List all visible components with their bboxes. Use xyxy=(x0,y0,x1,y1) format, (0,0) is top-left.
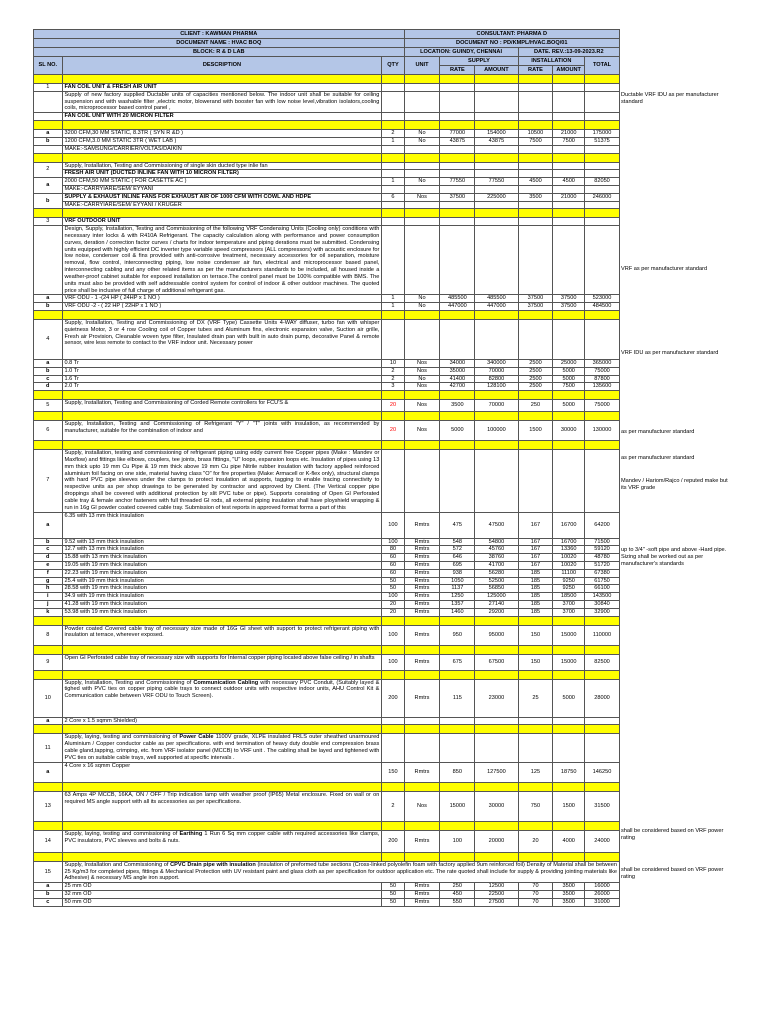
header-row-1 xyxy=(34,30,620,39)
col-installation: INSTALLATION xyxy=(518,57,584,66)
table-row: 10 Supply, Installation, Testing and Commissioning of Communication Cabling with necessary PVC Conduit, (Suitably layed & tighed with PVC ties on copper piping cable trays to connect outdoor units with respective indoor units, AHU Control Kit & Communication cable between VRF ODU to Touch Screen). 200 Rmtrs 115 23000 25 5000 28000 xyxy=(34,679,620,717)
remark-s7a: up to 3/4" -soft pipe and above -Hard pipe. Sizing shall be worked out as per manufacturer's standards xyxy=(621,547,727,567)
section-15-text: 15 Supply, Installation and Commissioning of CPVC Drain pipe with insulation (insulation of preformed tube sections (Cross-linked polyolefin foam with factory applied 9um reinforced foil) Density of Material shall be between 25 Kg/m3 for completed pipes, fittings & Mechanical Protection with UV resistant paint and glass cloth as per specification for outdoor application etc. The rate quoted shall include for supply & providing jointing materials like Adhesive) & necessary MS angle iron support. xyxy=(34,861,620,882)
col-inst-amount: AMOUNT xyxy=(553,66,585,75)
spacer-row xyxy=(34,645,620,654)
col-supply: SUPPLY xyxy=(440,57,518,66)
section-1-title: 1 FAN COIL UNIT & FRESH AIR UNIT xyxy=(34,84,620,92)
spacer-row xyxy=(34,121,620,130)
table-row: c 1.6 Tr 2 No 41400 82800 2500 5000 87800 xyxy=(34,375,620,383)
spacer-row xyxy=(34,852,620,861)
spacer-row xyxy=(34,75,620,84)
table-row: a 0.8 Tr 10 Nos 34000 340000 2500 25000 365000 xyxy=(34,359,620,367)
table-row: f 22.23 with 19 mm thick insulation 60 Rmtrs 938 56280 185 11100 67380 xyxy=(34,569,620,577)
boq-table xyxy=(33,29,620,907)
table-row: 9 Open GI Perforated cable tray of necessary size with supports for Internal copper piping located above false ceiling / in shafts 100 Rmtrs 675 67500 150 15000 82500 xyxy=(34,654,620,670)
col-desc: DESCRIPTION xyxy=(62,57,382,75)
col-unit: UNIT xyxy=(404,57,440,75)
table-row: 5 Supply, Installation, Testing and Commissioning of Corded Remote controllers for FCU'S & 20 Nos 3500 70000 250 5000 75000 xyxy=(34,400,620,412)
spacer-row xyxy=(34,153,620,162)
consultant: CONSULTANT: PHARMA D xyxy=(404,30,619,39)
section-3-title: 3 VRF OUTDOOR UNIT xyxy=(34,218,620,226)
table-row: a 6.35 with 13 mm thick insulation 100 Rmtrs 475 47500 167 16700 64200 xyxy=(34,512,620,538)
table-row: a 2 Core x 1.5 sqmm Shielded) xyxy=(34,717,620,725)
table-row: a 2000 CFM,50 MM STATIC ( FOR CASETTE AC ) 1 No 77550 77550 4500 4500 82050 xyxy=(34,178,620,186)
table-row: d 15.88 with 13 mm thick insulation 60 Rmtrs 646 38760 167 10020 48780 xyxy=(34,554,620,562)
col-qty: QTY xyxy=(382,57,404,75)
table-row: a 3200 CFM,30 MM STATIC, 8.3TR ( SYN R &D ) 2 No 77000 154000 10500 21000 175000 xyxy=(34,130,620,138)
col-slno: SL NO. xyxy=(34,57,63,75)
table-row: 14 Supply, laying, testing and commissioning of Earthing 1 Run 6 Sq mm copper cable with required accessories like clamps, PVC insulators, PVC sleeves and bolts & nuts. 200 Rmtrs 100 20000 20 4000 24000 xyxy=(34,830,620,852)
col-supply-amount: AMOUNT xyxy=(475,66,518,75)
col-inst-rate: RATE xyxy=(518,66,553,75)
remark-s4: VRF IDU as per manufacturer standard xyxy=(621,350,719,356)
header-row-3 xyxy=(34,48,620,57)
location: LOCATION: GUINDY, CHENNAI xyxy=(404,48,518,57)
remark-s6: as per manufacturer standard xyxy=(621,455,695,461)
remark-s5: as per manufacturer standard xyxy=(621,429,695,435)
table-row: b VRF ODU -2 - ( 22 HP ( 22HP x 1 NO ) 1 No 447000 447000 37500 37500 484500 xyxy=(34,303,620,311)
col-supply-rate: RATE xyxy=(440,66,475,75)
table-row: 13 63 Amps 4P MCCB, 16KA, ON / OFF / Trip indication lamp with weather proof (IP65) Metal enclosure. Fixed on wall or on required MS angle support with all its accessories as per specifications. 2 Nos 15000 30000 750 1500 31500 xyxy=(34,791,620,821)
spacer-row xyxy=(34,821,620,830)
date-rev: DATE. REV.:13-09-2023.R2 xyxy=(518,48,619,57)
section-2-sub: FRESH AIR UNIT (DUCTED INLINE FAN WITH 10 MICRON FILTER) xyxy=(34,170,620,178)
remark-s1: Ductable VRF IDU as per manufacturer standard xyxy=(621,92,719,105)
remark-s13: shall be considered based on VRF power rating xyxy=(621,867,724,880)
spacer-row xyxy=(34,616,620,625)
table-row: b 9.52 with 13 mm thick insulation 100 Rmtrs 548 54800 167 16700 71500 xyxy=(34,538,620,546)
spacer-row xyxy=(34,391,620,400)
spacer-row xyxy=(34,670,620,679)
doc-name: DOCUMENT NAME : HVAC BOQ xyxy=(34,39,405,48)
table-row: 8 Powder coated Covered cable tray of necessary size made of 16G GI sheet with support to protect refrigerant piping with insulation at terrace, wherever exposed. 100 Rmtrs 950 95000 150 15000 110000 xyxy=(34,625,620,645)
spacer-row xyxy=(34,782,620,791)
table-row: h 28.58 with 19 mm thick insulation 50 Rmtrs 1137 56850 185 9250 66100 xyxy=(34,585,620,593)
client: CLIENT : KAWMAN PHARMA xyxy=(34,30,405,39)
section-1-text: Supply of new factory supplied Ductable units of capacities mentioned below. The indoor unit shall be suitable for ceiling suspension and with washable filter ,electric motor, blowerand with booster fan with low noise level,vibration isolators,cooling coils, microprocessor based control panel , xyxy=(34,91,620,112)
table-row: a 4 Core x 16 sqmm Copper 150 Rmtrs 850 127500 125 18750 146250 xyxy=(34,762,620,782)
spacer-row xyxy=(34,310,620,319)
table-row: a VRF ODU - 1 -(24 HP ( 24HP x 1 NO ) 1 No 485500 485500 37500 37500 523000 xyxy=(34,295,620,303)
spacer-row xyxy=(34,209,620,218)
table-row: 6 Supply, Installation, Testing and Commissioning of Refrigerant "Y" / "T" joints with insulation, as recommended by manufacturer, suitable for the combination of indoor and 20 Nos 5000 100000 1500 30000 130000 xyxy=(34,421,620,441)
section-11-text: 11 Supply, laying, testing and commissioning of Power Cable 1100V grade, XLPE insulated FRLS outer sheathed unarmoured Aluminium / Copper conductor cable as per specifications. with end termination of heavy duty double end compression brass cable gland,tapping, crimping, etc. from VRF isolator panel (MCCB) to VRF unit . The cabling shall be layed and tightened with PVC ties on suitable cable trays, well supported at specific intervals . xyxy=(34,734,620,762)
table-row: c 12.7 with 13 mm thick insulation 80 Rmtrs 572 45760 167 13360 59120 xyxy=(34,546,620,554)
spacer-row xyxy=(34,412,620,421)
section-7-text: 7 Supply, installation, testing and commissioning of refrigerant piping using eddy current free Copper pipes (Make : Mandev or Maxflow) and fittings like elbows, couplers, tee joints, brass fittings, "U" loops, expansion loops etc. Insulation of pipes using 13 mm thick upto 19 mm Cu Pipe & 19 mm thick above 19 mm Cu pipe Nitrile rubber insulation with factory applied reinforced aluminium foil facing on one side, material having class "O" for fire properties (Make: Armacell or K-flex only), structural clamps with hard PVC pipe sleeves under the clamps to protect insulation at supports, tagging to enable tracing connectivity to respective units as per shop drawings to be generated by contractor and approved by Client. (The Vertical copper pipe droppings shall be covered with additional protection by slit PVC tube or pipe). Supports consisting of Open GI Perforated cable tray & female anchor fasteners with full threaded GI rods, all external piping insulation shall have ployshield wrapping & run in 16g GI powder coated covered cable tray. Submission of test reports in approved format forms a part of this xyxy=(34,450,620,512)
make-row: MAKE:-CARRYIARE/SEM/ EYYANI / KRUGER xyxy=(34,201,620,209)
table-row: k 53.98 with 19 mm thick insulation 20 Rmtrs 1460 29200 185 3700 32900 xyxy=(34,608,620,616)
doc-no: DOCUMENT NO : PD/KMPL/HVAC.BOQ/01 xyxy=(404,39,619,48)
table-row: b 1.0 Tr 2 Nos 35000 70000 2500 5000 75000 xyxy=(34,367,620,375)
block: BLOCK: R & D LAB xyxy=(34,48,405,57)
section-3-text: Design, Supply, Installation, Testing and Commissioning of the following VRF Condensing Units (Cooling only) conditions with necessary inter locks & with R410A Refrigerant. The capacity calculation along with performance and power consumption curves, deration / correction factor curves / charts for indoor temperature and piping derations must be submitted. Condensing units equipped with highly efficient DC inverter type variable speed compressors (ALL compressors) with acoustic enclosure for low noise, condenser coil & fins provided with anti-corrosive treatment, necessary accessories for oil separation, moisture removal, flow control, interconnecting piping, low noise condenser air fan, electrical and microprocessor based panel, interconnecting cabling and any other related items as per the manufacturers standards to be included, all housed inside a weather-proof cabinet suitable for exposed installation on terrace.The control panel must be 100% compatible with BMS. The units must also be provided with self addressable control system for control of indoor & other outdoor machines. The quoted price shall be inclusive of full charge of additional refrigerant gas. xyxy=(34,226,620,295)
column-header-row xyxy=(34,57,620,66)
table-row: e 19.05 with 19 mm thick insulation 60 Rmtrs 695 41700 167 10020 51720 xyxy=(34,561,620,569)
table-row: b 32 mm OD 50 Rmtrs 450 22500 70 3500 26000 xyxy=(34,890,620,898)
header-row-2 xyxy=(34,39,620,48)
table-row: b 1200 CFM,3.0 MM STATIC 3TR ( WET LAB ) 1 No 43875 43875 7500 7500 51375 xyxy=(34,137,620,145)
section-2-text: 2 Supply, Installation, Testing and Commissioning of single skin ducted type inlie fan xyxy=(34,162,620,170)
table-row: c 50 mm OD 50 Rmtrs 550 27500 70 3500 31000 xyxy=(34,898,620,906)
table-row: d 2.0 Tr 3 Nos 42700 128100 2500 7500 135600 xyxy=(34,383,620,391)
table-row: j 41.28 with 19 mm thick insulation 20 Rmtrs 1357 27140 185 3700 30840 xyxy=(34,601,620,609)
spacer-row xyxy=(34,441,620,450)
section-4-text: 4 Supply, Installation, Testing and Commissioning of DX (VRF Type) Cassette Units 4-WAY diffuser, turbo fan with whisper quietness Motor, 3 or 4 row Cooling coil of Copper tubes and Aluminum fins, electronic expansion valve, Suction air grille, Fresh air Provision, Cleanable woven type filter, Insulated drain pan with built in auto drain pump, decorative Panel & remote sensor, wire less remote to contact to the VRF indoor unit. Necessary power xyxy=(34,319,620,359)
table-row: g 25.4 with 19 mm thick insulation 50 Rmtrs 1050 52500 185 9250 61750 xyxy=(34,577,620,585)
remark-s11: shall be considered based on VRF power rating xyxy=(621,828,724,841)
remark-s3: VRF as per manufacturer standard xyxy=(621,266,708,272)
boq-sheet xyxy=(33,29,620,907)
remark-s7: Mandev / Hariom/Rajco / reputed make but its VRF grade xyxy=(621,478,728,491)
table-row: i 34.9 with 19 mm thick insulation 100 Rmtrs 1250 125000 185 18500 143500 xyxy=(34,593,620,601)
make-row: MAKE:-SAMSUNG/CARRIER/VOLTAS/DAIKIN xyxy=(34,145,620,153)
spacer-row xyxy=(34,725,620,734)
col-total: TOTAL xyxy=(585,57,620,75)
make-row: MAKE:-CARRYIARE/SEM/ EYYANI xyxy=(34,185,620,193)
table-row: a 25 mm OD 50 Rmtrs 250 12500 70 3500 16000 xyxy=(34,883,620,891)
section-1-sub: FAN COIL UNIT WITH 20 MICRON FILTER xyxy=(34,113,620,121)
table-row: b SUPPLY & EXHAUST INLINE FANS FOR EXHAUST AIR OF 1000 CFM WITH COWL AND HDPE 6 Nos 37500 225000 3500 21000 246000 xyxy=(34,193,620,201)
